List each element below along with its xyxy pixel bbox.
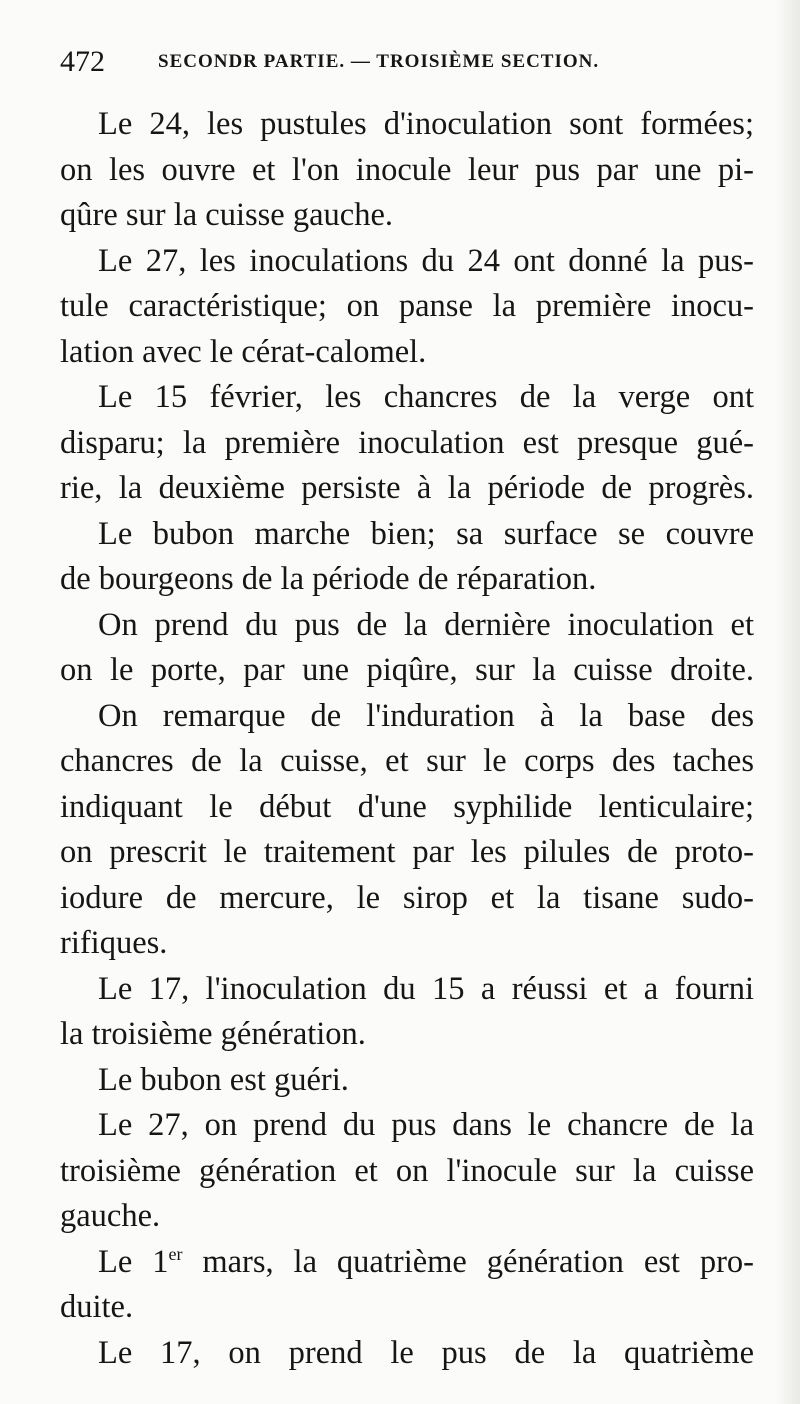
text-fragment: mars, la quatrième génération est pro- <box>182 1243 754 1280</box>
text-line: Le 27, les inoculations du 24 ont donné la pus- <box>98 242 754 279</box>
text-line: qûre sur la cuisse gauche. <box>60 197 393 233</box>
text-line: disparu; la première inoculation est presque gué- <box>60 424 754 461</box>
text-fragment: Le 1 <box>98 1243 169 1280</box>
superscript: er <box>168 1243 183 1264</box>
text-line: lation avec le cérat-calomel. <box>60 333 427 370</box>
paragraph <box>60 102 754 239</box>
text-line <box>60 1240 754 1286</box>
paragraph <box>60 512 754 603</box>
text-line: iodure de mercure, le sirop et la tisane sudo- <box>60 879 754 916</box>
paragraph <box>60 375 754 512</box>
text-line: Le 17, l'inoculation du 15 a réussi et a fourni <box>98 970 754 1007</box>
text-line: on le porte, par une piqûre, sur la cuisse droite. <box>60 652 754 688</box>
text-line: Le 24, les pustules d'inoculation sont formées; <box>98 106 754 142</box>
text-line: chancres de la cuisse, et sur le corps des taches <box>60 743 754 779</box>
text-line: gauche. <box>60 1198 161 1234</box>
text-line: duite. <box>60 1289 134 1325</box>
text-line: tule caractéristique; on panse la première inocu- <box>60 288 754 324</box>
text-line: Le 15 février, les chancres de la verge ont <box>98 379 754 415</box>
page-edge-shadow <box>776 0 800 1404</box>
text-line: rie, la deuxième persiste à la période de progrès. <box>60 470 754 506</box>
text-line: on les ouvre et l'on inocule leur pus par une pi- <box>60 151 754 188</box>
paragraph <box>60 1058 754 1104</box>
text-line: indiquant le début d'une syphilide lenticulaire; <box>60 788 754 825</box>
text-line: On prend du pus de la dernière inoculation et <box>98 606 754 643</box>
paragraph <box>60 1331 754 1377</box>
paragraph <box>60 694 754 967</box>
text-line: Le 27, on prend du pus dans le chancre de la <box>98 1107 754 1143</box>
text-line: on prescrit le traitement par les pilules de proto- <box>60 834 754 870</box>
text-line: troisième génération et on l'inocule sur la cuisse <box>60 1152 754 1189</box>
body-text <box>60 102 754 1376</box>
running-title: SECONDR PARTIE. — TROISIÈME SECTION. <box>158 51 600 72</box>
paragraph <box>60 1240 754 1331</box>
page-number: 472 <box>60 45 105 78</box>
text-line: Le bubon est guéri. <box>98 1061 349 1098</box>
text-line: de bourgeons de la période de réparation. <box>60 561 597 597</box>
paragraph <box>60 967 754 1058</box>
text-line: Le bubon marche bien; sa surface se couvre <box>98 515 754 552</box>
text-line: la troisième génération. <box>60 1016 366 1052</box>
paragraph <box>60 1103 754 1240</box>
text-line: Le 17, on prend le pus de la quatrième <box>98 1334 754 1371</box>
text-line: rifiques. <box>60 925 168 961</box>
page-header <box>60 44 760 80</box>
paragraph <box>60 239 754 376</box>
paragraph <box>60 603 754 694</box>
text-line: On remarque de l'induration à la base des <box>98 697 754 734</box>
